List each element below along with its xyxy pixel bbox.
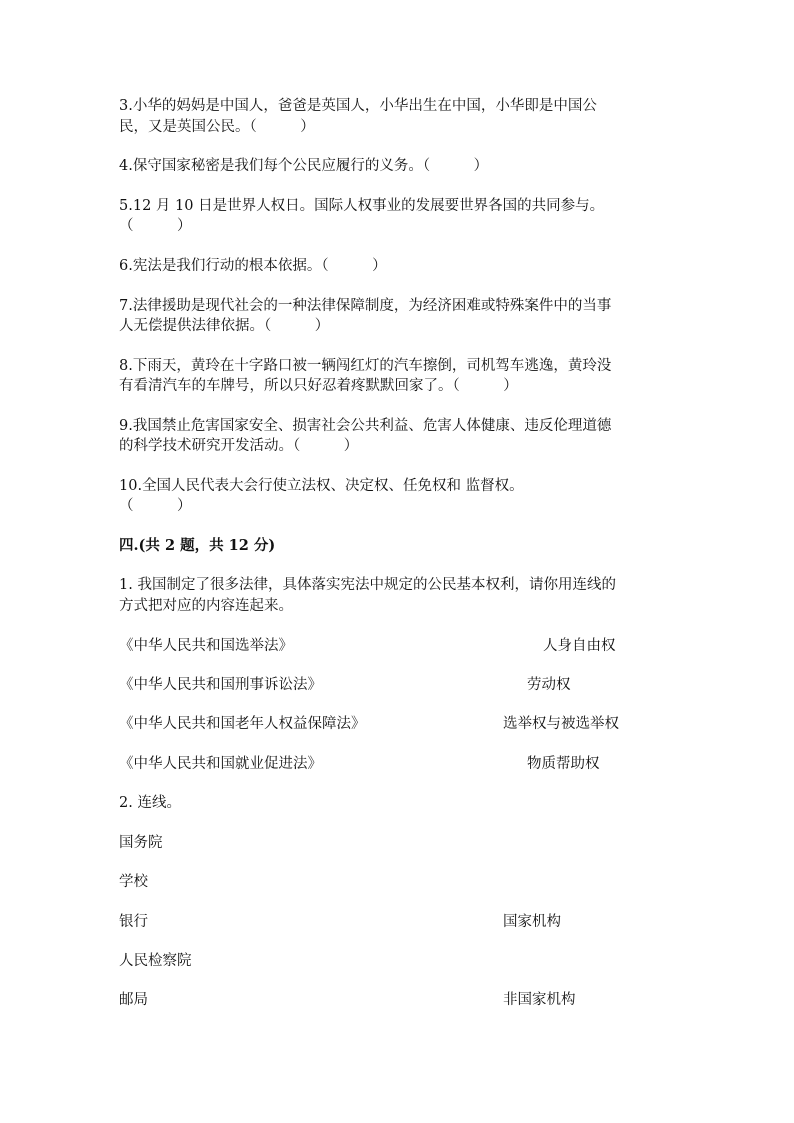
section-4-heading: 四.(共 2 题，共 12 分) xyxy=(119,537,276,554)
left-org-item: 国务院 xyxy=(119,835,163,851)
section-4-q2-title: 2. 连线。 xyxy=(119,795,181,811)
right-org-item: 非国家机构 xyxy=(503,992,576,1008)
law-item: 《中华人民共和国选举法》 xyxy=(119,638,293,654)
question-3-line-2: 民，又是英国公民。（ ） xyxy=(119,119,315,135)
question-9-line-1: 9.我国禁止危害国家安全、损害社会公共利益、危害人体健康、违反伦理道德 xyxy=(119,418,612,434)
question-5-line-2: （ ） xyxy=(119,218,192,234)
question-10-line-2: （ ） xyxy=(119,498,192,514)
question-9-line-2: 的科学技术研究开发活动。（ ） xyxy=(119,438,359,454)
question-8-line-2: 有看清汽车的车牌号，所以只好忍着疼默默回家了。（ ） xyxy=(119,378,518,394)
question-6-line-1: 6.宪法是我们行动的根本依据。（ ） xyxy=(119,258,387,274)
section-4-q1-line-2: 方式把对应的内容连起来。 xyxy=(119,598,293,614)
law-item: 《中华人民共和国老年人权益保障法》 xyxy=(119,716,366,732)
left-org-item: 邮局 xyxy=(119,992,148,1008)
question-10-line-1: 10.全国人民代表大会行使立法权、决定权、任免权和 监督权。 xyxy=(119,478,524,494)
right-org-item: 国家机构 xyxy=(503,914,561,930)
question-7-line-1: 7.法律援助是现代社会的一种法律保障制度，为经济困难或特殊案件中的当事 xyxy=(119,298,612,314)
question-7-line-2: 人无偿提供法律依据。（ ） xyxy=(119,318,330,334)
left-org-item: 银行 xyxy=(119,914,148,930)
right-item: 物质帮助权 xyxy=(527,756,600,772)
section-4-q1-line-1: 1. 我国制定了很多法律，具体落实宪法中规定的公民基本权利，请你用连线的 xyxy=(119,577,616,593)
question-3-line-1: 3.小华的妈妈是中国人，爸爸是英国人，小华出生在中国，小华即是中国公 xyxy=(119,98,597,114)
right-item: 人身自由权 xyxy=(543,638,616,654)
question-5-line-1: 5.12 月 10 日是世界人权日。国际人权事业的发展要世界各国的共同参与。 xyxy=(119,198,605,214)
right-item: 选举权与被选举权 xyxy=(503,716,619,732)
left-org-item: 人民检察院 xyxy=(119,953,192,969)
law-item: 《中华人民共和国刑事诉讼法》 xyxy=(119,677,322,693)
question-8-line-1: 8.下雨天，黄玲在十字路口被一辆闯红灯的汽车擦倒，司机驾车逃逸，黄玲没 xyxy=(119,358,612,374)
left-org-item: 学校 xyxy=(119,874,148,890)
right-item: 劳动权 xyxy=(527,677,571,693)
question-4-line-1: 4.保守国家秘密是我们每个公民应履行的义务。（ ） xyxy=(119,158,489,174)
law-item: 《中华人民共和国就业促进法》 xyxy=(119,756,322,772)
